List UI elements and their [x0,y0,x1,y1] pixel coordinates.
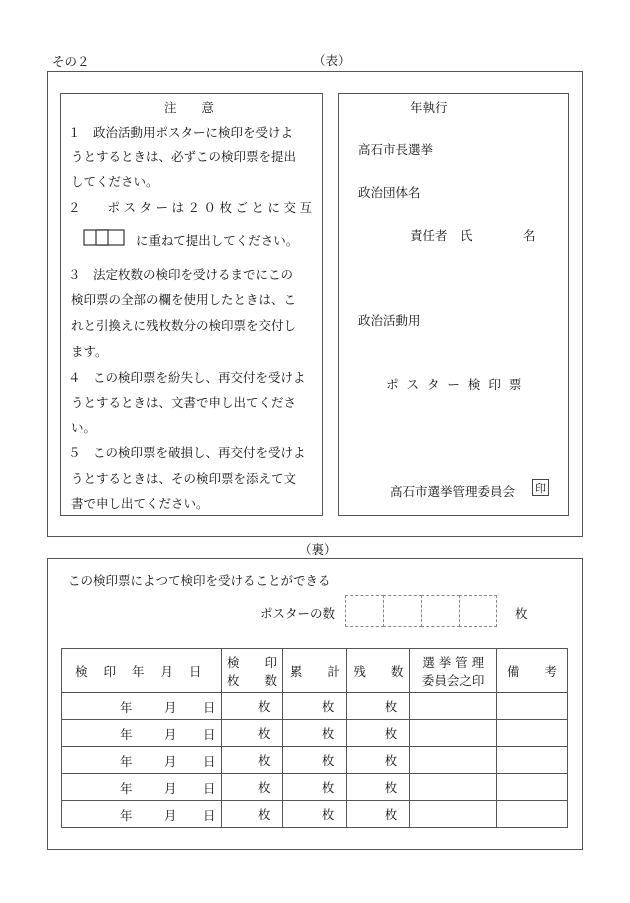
note-line: してください。 [71,174,159,189]
note-line: ます。 [71,344,108,359]
date-cell[interactable]: 年 月 日 [62,774,222,801]
committee-seal-cell[interactable] [410,774,497,801]
unit-sheets-label: 枚 [384,699,398,714]
remarks-cell[interactable] [497,774,568,801]
remaining-cell[interactable] [347,747,410,774]
form-number: その２ [52,54,90,69]
stamp-record-table [61,648,568,828]
election-name: 高石市長選挙 [358,142,434,157]
responsible-person-label: 責任者 氏 [410,228,473,243]
unit-sheets-label: 枚 [384,780,398,795]
ticket-title: ポ ス タ ー 検 印 票 [386,377,524,392]
unit-sheets-label: 枚 [257,753,271,768]
front-label: （表） [313,53,351,68]
unit-sheets-label: 枚 [257,726,271,741]
execution-year: 年執行 [410,100,448,115]
unit-sheets-label: 枚 [384,726,398,741]
cumulative-cell[interactable] [283,693,347,720]
sheets-unit: 枚 [515,606,528,621]
remaining-cell[interactable] [347,774,410,801]
note-line: に重ねて提出してください。 [136,233,299,248]
committee-seal-cell[interactable] [410,801,497,828]
note-line: ３ 法定枚数の検印を受けるまでにこの [68,267,294,282]
note-line: ５ この検印票を破損し、再交付を受けよ [68,445,306,460]
unit-sheets-label: 枚 [384,807,398,822]
unit-sheets-label: 枚 [321,699,335,714]
stamp-count-cell[interactable] [221,693,283,720]
header-committee-seal: 選 挙 管 理 委員会之印 [410,649,497,693]
committee-seal-cell[interactable] [410,747,497,774]
seal-mark: 印 [532,479,549,496]
unit-sheets-label: 枚 [257,807,271,822]
committee-seal-cell[interactable] [410,720,497,747]
usage-label: 政治活動用 [358,313,421,328]
cumulative-cell[interactable] [283,747,347,774]
poster-count-digit-box[interactable] [459,595,497,627]
table-row [62,747,568,774]
unit-sheets-label: 枚 [321,807,335,822]
remarks-cell[interactable] [497,801,568,828]
date-cell[interactable]: 年 月 日 [62,693,222,720]
table-row [62,693,568,720]
note-line: 書で申し出てください。 [71,496,209,511]
poster-count-digit-box[interactable] [345,595,384,627]
header-stamp-count: 検 印 枚 数 [221,649,283,693]
header-cumulative: 累 計 [283,649,347,693]
note-line: ２ ポスターは２０枚ごとに交互 [68,200,316,215]
unit-sheets-label: 枚 [321,780,335,795]
remarks-cell[interactable] [497,720,568,747]
remarks-cell[interactable] [497,693,568,720]
stamp-count-cell[interactable] [221,801,283,828]
poster-count-digit-box[interactable] [383,595,422,627]
remarks-cell[interactable] [497,747,568,774]
stamp-count-cell[interactable] [221,774,283,801]
notes-title: 注 意 [164,100,215,115]
unit-sheets-label: 枚 [384,753,398,768]
note-line: うとするときは、その検印票を添えて文 [71,471,297,486]
header-stamp-date: 検 印 年 月 日 [62,649,222,693]
political-group-label: 政治団体名 [358,185,421,200]
cumulative-cell[interactable] [283,720,347,747]
unit-sheets-label: 枚 [257,699,271,714]
remaining-cell[interactable] [347,801,410,828]
cumulative-cell[interactable] [283,774,347,801]
note-line: れと引換えに残枚数分の検印票を交付し [71,318,297,333]
remaining-cell[interactable] [347,720,410,747]
note-line: うとするときは、文書で申し出てくださ [71,395,297,410]
table-row [62,801,568,828]
table-header-row [62,649,568,693]
note-line: うとするときは、必ずこの検印票を提出 [71,149,297,164]
table-row [62,774,568,801]
committee-seal-cell[interactable] [410,693,497,720]
remaining-cell[interactable] [347,693,410,720]
stamp-count-cell[interactable] [221,720,283,747]
cumulative-cell[interactable] [283,801,347,828]
name-label: 名 [523,228,536,243]
date-cell[interactable]: 年 月 日 [62,720,222,747]
back-label: （裏） [299,542,337,557]
committee-name: 高石市選挙管理委員会 [390,484,516,499]
unit-sheets-label: 枚 [321,726,335,741]
header-remarks: 備 考 [497,649,568,693]
poster-count-label: ポスターの数 [260,606,336,621]
poster-count-digit-box[interactable] [421,595,460,627]
unit-sheets-label: 枚 [321,753,335,768]
date-cell[interactable]: 年 月 日 [62,801,222,828]
unit-sheets-label: 枚 [257,780,271,795]
header-remaining: 残 数 [347,649,410,693]
stamp-count-cell[interactable] [221,747,283,774]
note-line: 検印票の全部の欄を使用したときは、こ [71,292,297,307]
note-line: １ 政治活動用ポスターに検印を受けよ [68,125,294,140]
note-line: ４ この検印票を紛失し、再交付を受けよ [68,370,306,385]
back-intro: この検印票によつて検印を受けることができる [68,573,331,588]
staggered-sheets-icon [80,228,130,248]
table-row [62,720,568,747]
note-line: い。 [71,420,97,435]
date-cell[interactable]: 年 月 日 [62,747,222,774]
